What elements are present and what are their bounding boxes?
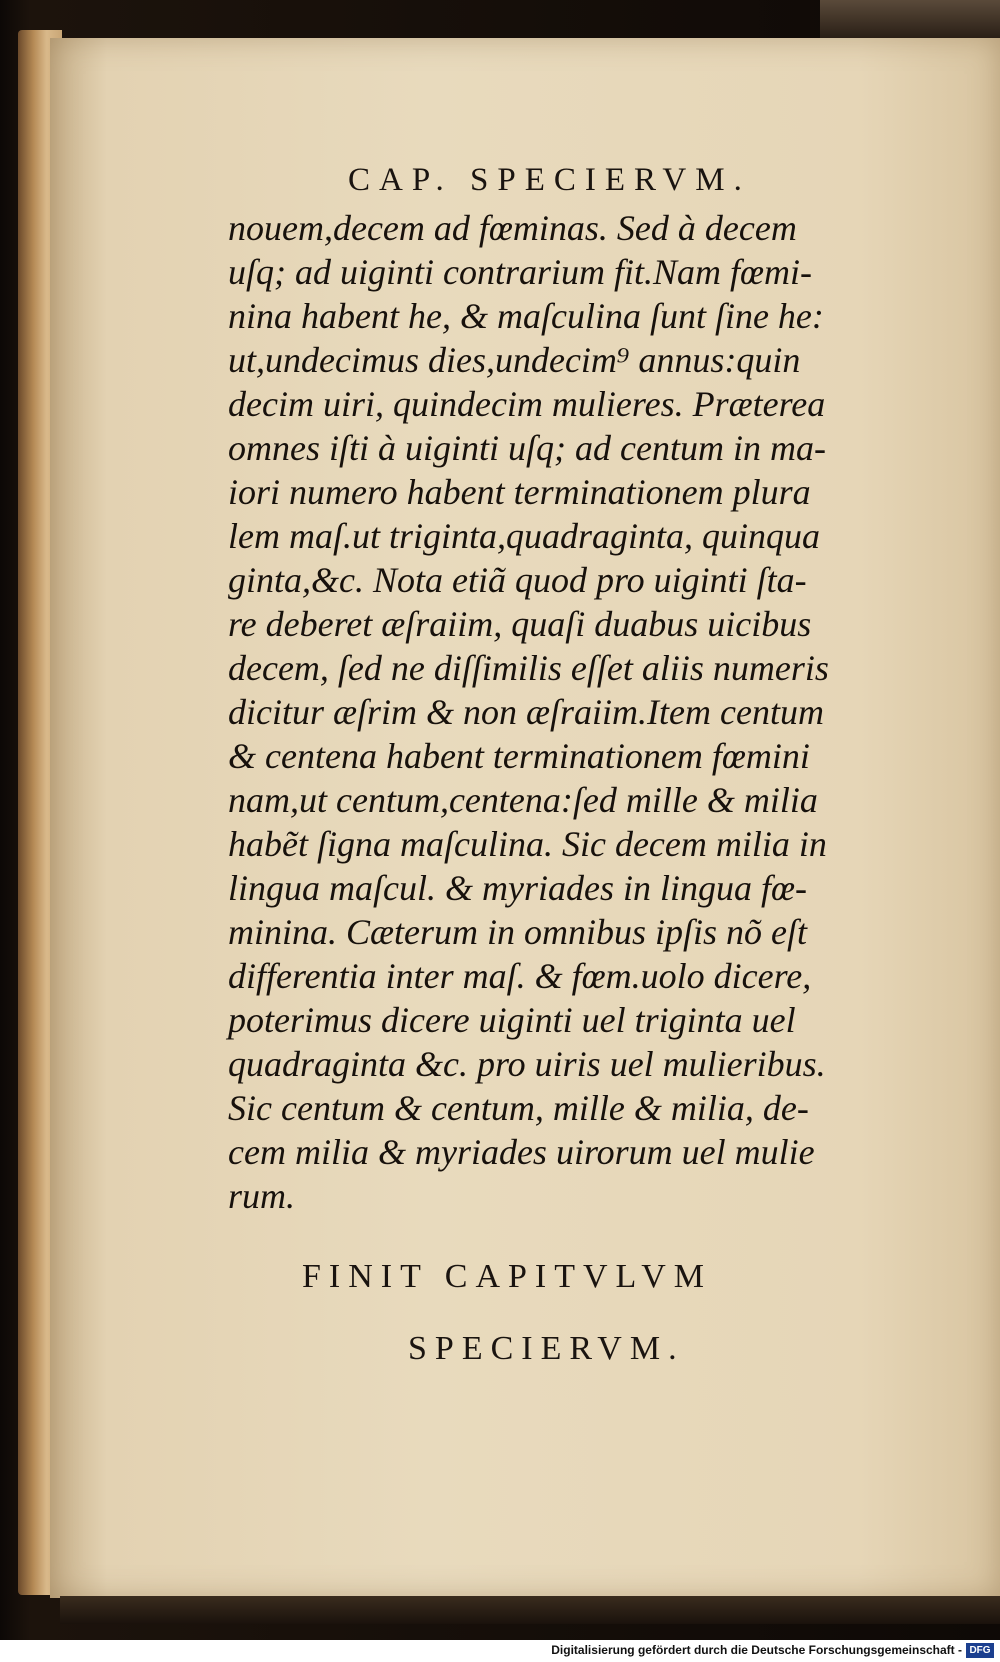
text-line: dicitur æſrim & non æſraiim.Item centum xyxy=(228,692,824,732)
text-line: minina. Cæterum in omnibus ipſis nõ eſt xyxy=(228,912,808,952)
text-line: poterimus dicere uiginti uel triginta uel xyxy=(228,1000,796,1040)
text-line: ut,undecimus dies,undecim⁹ annus:quin xyxy=(228,340,801,380)
body-text xyxy=(228,206,928,1218)
text-line: omnes iſti à uiginti uſq; ad centum in ma- xyxy=(228,428,826,468)
text-line: habẽt ſigna maſculina. Sic decem milia in xyxy=(228,824,827,864)
text-line: uſq; ad uiginti contrarium fit.Nam fœmi- xyxy=(228,252,813,292)
text-line: quadraginta &c. pro uiris uel mulieribus. xyxy=(228,1044,826,1084)
text-line: rum. xyxy=(228,1176,296,1216)
funding-credit: Digitalisierung gefördert durch die Deutsche Forschungsgemeinschaft - xyxy=(551,1643,962,1657)
text-line: re deberet æſraiim, quaſi duabus uicibus xyxy=(228,604,812,644)
running-head: CAP. SPECIERVM. xyxy=(348,162,751,198)
dfg-logo-icon: DFG xyxy=(966,1643,994,1658)
text-line: decem, ſed ne diſſimilis eſſet aliis numeris xyxy=(228,648,829,688)
text-line: differentia inter maſ. & fœm.uolo dicere, xyxy=(228,956,812,996)
text-line: nouem,decem ad fœminas. Sed à decem xyxy=(228,208,797,248)
text-line: ginta,&c. Nota etiã quod pro uiginti ſta- xyxy=(228,560,807,600)
text-line: nina habent he, & maſculina ſunt ſine he: xyxy=(228,296,824,336)
book-bottom-edge xyxy=(60,1596,1000,1624)
colophon-line-1: FINIT CAPITVLVM xyxy=(302,1258,712,1295)
text-line: nam,ut centum,centena:ſed mille & milia xyxy=(228,780,818,820)
text-line: & centena habent terminationem fœmini xyxy=(228,736,810,776)
text-line: lingua maſcul. & myriades in lingua fœ- xyxy=(228,868,807,908)
footer-bar xyxy=(0,1640,1000,1662)
text-line: iori numero habent terminationem plura xyxy=(228,472,811,512)
text-line: decim uiri, quindecim mulieres. Præterea xyxy=(228,384,826,424)
text-line: Sic centum & centum, mille & milia, de- xyxy=(228,1088,809,1128)
text-line: cem milia & myriades uirorum uel mulie xyxy=(228,1132,815,1172)
book-top-edge xyxy=(820,0,1000,38)
colophon-line-2: SPECIERVM. xyxy=(408,1330,685,1367)
text-line: lem maſ.ut triginta,quadraginta, quinqua xyxy=(228,516,821,556)
